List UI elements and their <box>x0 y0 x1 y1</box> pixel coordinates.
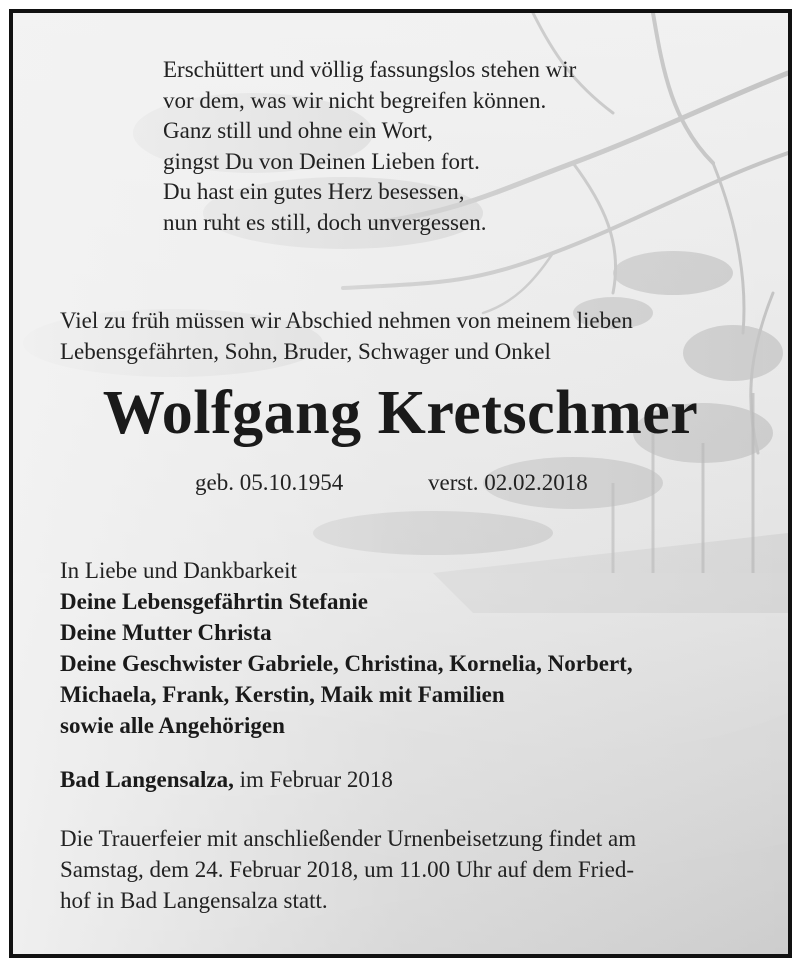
service-line: hof in Bad Langensalza statt. <box>60 888 328 913</box>
deceased-name: Wolfgang Kretschmer <box>102 379 699 447</box>
birth-date: geb. 05.10.1954 <box>195 470 344 495</box>
poem <box>163 55 576 238</box>
poem-line: nun ruht es still, doch unvergessen. <box>163 209 487 235</box>
farewell-intro <box>60 305 780 367</box>
mourner-line: Deine Lebensgefährtin Stefanie <box>60 589 368 614</box>
place-location: Bad Langensalza, <box>60 767 234 792</box>
mourner-line: Deine Geschwister Gabriele, Christina, Kornelia, Norbert, <box>60 651 633 676</box>
mourner-line: Michaela, Frank, Kerstin, Maik mit Familien <box>60 682 505 707</box>
poem-line: Ganz still und ohne ein Wort, <box>163 118 433 143</box>
poem-line: Du hast ein gutes Herz besessen, <box>163 179 465 204</box>
intro-line: Lebensgefährten, Sohn, Bruder, Schwager und Onkel <box>60 339 551 364</box>
poem-line: vor dem, was wir nicht begreifen können. <box>163 87 547 113</box>
poem-line: Erschüttert und völlig fassungslos stehen wir <box>163 57 577 82</box>
mourners-heading: In Liebe und Dankbarkeit <box>60 558 297 583</box>
obituary-notice <box>9 9 792 958</box>
place-date: im Februar 2018 <box>239 767 393 792</box>
mourner-line: Deine Mutter Christa <box>60 620 272 645</box>
service-line: Die Trauerfeier mit anschließender Urnenbeisetzung findet am <box>60 826 637 851</box>
service-line: Samstag, dem 24. Februar 2018, um 11.00 Uhr auf dem Fried- <box>60 857 635 882</box>
intro-line: Viel zu früh müssen wir Abschied nehmen von meinem lieben <box>60 308 633 333</box>
mourner-line: sowie alle Angehörigen <box>60 713 285 738</box>
place-and-date <box>60 765 393 795</box>
poem-line: gingst Du von Deinen Lieben fort. <box>163 148 480 174</box>
death-date: verst. 02.02.2018 <box>428 470 588 495</box>
mourners-list <box>60 586 633 741</box>
funeral-service-info <box>60 823 780 916</box>
